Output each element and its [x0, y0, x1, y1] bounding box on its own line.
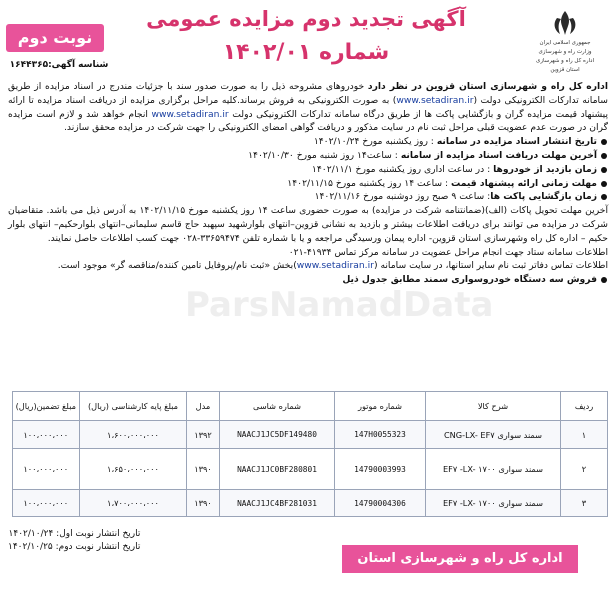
table-row: [12, 421, 607, 449]
cell-description: سمند سواری EF۷ -LX- ۱۷۰۰: [426, 449, 561, 490]
intro-text-2: ) به صورت الکترونیکی به فروش برساند.کلیه مراحل برگزاری مزایده از دریافت اسناد مزایده تا ارائه پیشنهاد قیمت مزایده گران و بازگشایی پاکت ها از طریق درگاه سامانه تدارکات الکترونیکی دولت: [8, 94, 609, 120]
publication-date-second: تاریخ انتشار نوبت دوم: ۱۴۰۲/۱۰/۲۵: [8, 542, 141, 552]
cell-description: سمند سواری CNG-LX- EF۷: [426, 421, 561, 449]
cell-base-price: ۱،۶۰۰،۰۰۰،۰۰۰: [80, 421, 187, 449]
ministry-line-4: استان قزوین: [550, 67, 580, 73]
intro-paragraph: [8, 80, 608, 135]
col-header-chassis-no: شماره شاسی: [220, 392, 335, 421]
notice-title: آگهی تجدید دوم مزایده عمومی: [146, 7, 466, 31]
schedule-label: تاریخ انتشار اسناد مزایده در سامانه: [436, 136, 597, 148]
cell-chassis-no: NAACJ1JC0BF280801: [220, 449, 335, 490]
table-heading-list: [8, 273, 608, 287]
provinces-text-2: )بخش «ثبت نام/پروفایل تامین کننده/مناقصه گر» موجود است.: [57, 260, 297, 272]
schedule-list: [8, 135, 608, 204]
schedule-item: [8, 177, 608, 191]
cell-engine-no: 147H0055323: [335, 421, 426, 449]
col-header-model: مدل: [187, 392, 220, 421]
intro-lead: اداره کل راه و شهرسازی استان قزوین در نظر دارد: [367, 81, 609, 92]
watermark: ParsNamadData: [185, 285, 494, 325]
cell-guarantee: ۱۰۰،۰۰۰،۰۰۰: [12, 490, 79, 517]
setad-contact-line: اطلاعات سامانه ستاد جهت انجام مراحل عضویت در سامانه مرکز تماس ۴۱۹۳۴-۰۲۱: [288, 246, 608, 258]
setadiran-link-1[interactable]: www.setadiran.ir: [396, 94, 474, 106]
intro-text-1: خودروهای مشروحه ذیل را به صورت صدور سند با جزئیات مندرج در اسناد مزایده از طریق سامانه تدارکات الکترونیکی دولت (: [8, 81, 609, 106]
cell-engine-no: 14790004306: [335, 490, 426, 517]
col-header-description: شرح کالا: [426, 392, 561, 421]
cell-engine-no: 14790003993: [335, 449, 426, 490]
organization-banner: اداره کل راه و شهرسازی استان قزوین: [342, 545, 578, 573]
intro-text-3: انجام خواهد شد و لازم است مزایده گران در صورت عدم عضویت قبلی مراحل ثبت نام در سایت مذکور و دریافت گواهی امضای الکترونیکی را جهت شرکت در مزایده محقق سازند.: [8, 108, 608, 134]
schedule-value: : در ساعت اداری روز یکشنبه مورخ ۱۴۰۲/۱۱/۱: [311, 163, 494, 175]
cell-base-price: ۱،۷۰۰،۰۰۰،۰۰۰: [80, 490, 187, 517]
col-header-row-no: ردیف: [561, 392, 608, 421]
cell-model: ۱۳۹۰: [187, 449, 220, 490]
vehicles-table: [12, 391, 608, 517]
table-header-row: [12, 392, 607, 421]
cell-row-no: ۲: [561, 449, 608, 490]
delivery-paragraph: آخرین مهلت تحویل پاکات (الف)(ضمانتنامه شرکت در مزایده) به صورت حضوری ساعت ۱۴ روز یکشنبه مورخ ۱۴۰۲/۱۱/۱۵ به آدرس ذیل می باشد. متقاضیان شرکت در مزایده می توانند برای دریافت اطلاعات بیشتر و بازدید به نشانی قزوین–انتهای بلوارشهید سپهبد حاج قاسم سلیمانی–انتهای بلوارحکیم– انتهای بلوار حکیم – اداره کل راه وشهرسازی استان قزوین- اداره پیمان ورسیدگی مراجعه و یا با شماره تلفن ۳۳۶۵۹۴۷۴-۰۲۸ جهت کسب اطلاعات حاصل نمایند.: [8, 205, 608, 244]
table-row: [12, 490, 607, 517]
col-header-engine-no: شماره موتور: [335, 392, 426, 421]
iran-emblem: [530, 8, 600, 74]
cell-description: سمند سواری EF۷ -LX- ۱۷۰۰: [426, 490, 561, 517]
notice-id: شناسه آگهی:۱۶۴۴۳۶۵: [9, 60, 109, 70]
schedule-item: [8, 190, 608, 204]
ministry-line-1: جمهوری اسلامی ایران: [539, 40, 591, 46]
schedule-value: : روز یکشنبه مورخ ۱۴۰۲/۱۰/۲۴: [313, 136, 437, 148]
table-row: [12, 449, 607, 490]
schedule-label: زمان بازدید از خودروها: [493, 163, 597, 175]
cell-model: ۱۳۹۲: [187, 421, 220, 449]
setadiran-link-3[interactable]: www.setadiran.ir: [296, 260, 374, 272]
schedule-label: آخرین مهلت دریافت اسناد مزایده از سامانه: [400, 149, 597, 161]
cell-chassis-no: NAACJ1JC5DF149480: [220, 421, 335, 449]
col-header-guarantee: مبلغ تضمین(ریال): [12, 392, 79, 421]
emblem-icon: [550, 8, 580, 38]
schedule-label: مهلت زمانی ارائه پیشنهاد قیمت: [451, 177, 597, 189]
notice-number: شماره ۱۴۰۲/۰۱: [222, 40, 390, 65]
ministry-line-2: وزارت راه و شهرسازی: [538, 49, 592, 55]
col-header-base-price: مبلغ پایه کارشناسی (ریال): [80, 392, 187, 421]
table-heading: فروش سه دستگاه خودروسواری سمند مطابق جدول ذیل: [8, 273, 608, 287]
cell-base-price: ۱،۶۵۰،۰۰۰،۰۰۰: [80, 449, 187, 490]
publication-dates: [8, 528, 140, 554]
cell-guarantee: ۱۰۰،۰۰۰،۰۰۰: [12, 449, 79, 490]
cell-model: ۱۳۹۰: [187, 490, 220, 517]
cell-chassis-no: NAACJ1JC4BF281031: [220, 490, 335, 517]
schedule-value: : ساعت۱۴ روز شنبه مورخ ۱۴۰۲/۱۰/۳۰: [248, 149, 401, 161]
publication-date-first: تاریخ انتشار نوبت اول: ۱۴۰۲/۱۰/۲۴: [8, 529, 141, 539]
schedule-item: [8, 135, 608, 149]
setadiran-link-2[interactable]: www.setadiran.ir: [151, 108, 229, 120]
round-badge: نوبت دوم: [6, 24, 104, 52]
schedule-item: [8, 163, 608, 177]
ministry-line-3: اداره کل راه و شهرسازی: [536, 58, 594, 64]
schedule-label: زمان بازگشایی پاکت ها: [490, 191, 597, 203]
schedule-value: : ساعت ۹ صبح روز دوشنبه مورخ ۱۴۰۲/۱۱/۱۶: [314, 191, 491, 203]
schedule-value: : ساعت ۱۴ روز یکشنبه مورخ ۱۴۰۲/۱۱/۱۵: [287, 177, 451, 189]
cell-row-no: ۳: [561, 490, 608, 517]
notice-body: [8, 80, 608, 287]
schedule-item: [8, 149, 608, 163]
provinces-text-1: اطلاعات تماس دفاتر ثبت نام سایر استانها، در سایت سامانه (: [373, 260, 608, 272]
provinces-contact-line: [8, 259, 608, 273]
cell-row-no: ۱: [561, 421, 608, 449]
cell-guarantee: ۱۰۰،۰۰۰،۰۰۰: [12, 421, 79, 449]
